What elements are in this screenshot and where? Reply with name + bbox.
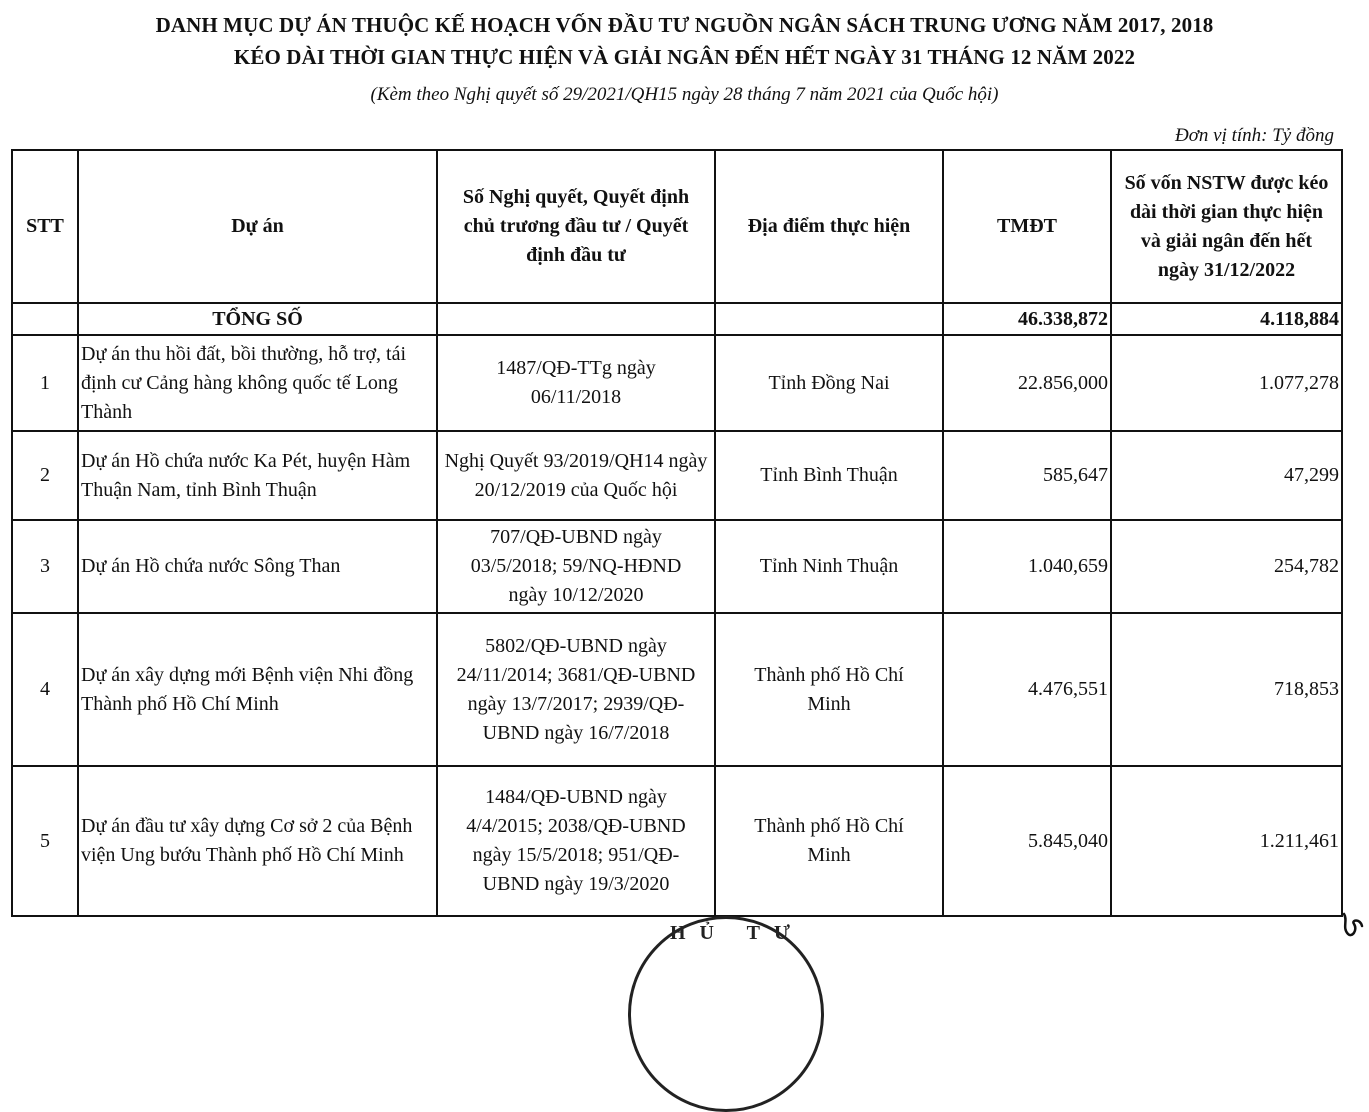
seal-text: HỦ TƯ — [670, 922, 804, 944]
row-tmdt: 1.040,659 — [943, 520, 1111, 613]
row-decision: 707/QĐ-UBND ngày 03/5/2018; 59/NQ-HĐND ngày 10/12/2020 — [437, 520, 715, 613]
total-row — [12, 303, 1342, 335]
row-location: Tỉnh Đồng Nai — [715, 335, 943, 431]
col-header-location: Địa điểm thực hiện — [715, 150, 943, 303]
table-row — [12, 520, 1342, 613]
table-row — [12, 613, 1342, 766]
row-stt: 4 — [12, 613, 78, 766]
document-title-line-2: KÉO DÀI THỜI GIAN THỰC HIỆN VÀ GIẢI NGÂN ĐẾN HẾT NGÀY 31 THÁNG 12 NĂM 2022 — [233, 45, 1136, 69]
col-header-project: Dự án — [78, 150, 437, 303]
row-capital: 1.077,278 — [1111, 335, 1342, 431]
project-table — [11, 149, 1343, 917]
row-project: Dự án Hồ chứa nước Ka Pét, huyện Hàm Thuận Nam, tỉnh Bình Thuận — [78, 431, 437, 520]
row-tmdt: 22.856,000 — [943, 335, 1111, 431]
document-title-line-1: DANH MỤC DỰ ÁN THUỘC KẾ HOẠCH VỐN ĐẦU TƯ NGUỒN NGÂN SÁCH TRUNG ƯƠNG NĂM 2017, 2018 — [155, 13, 1214, 37]
row-location: Tỉnh Bình Thuận — [715, 431, 943, 520]
row-capital: 718,853 — [1111, 613, 1342, 766]
row-project: Dự án thu hồi đất, bồi thường, hỗ trợ, tái định cư Cảng hàng không quốc tế Long Thành — [78, 335, 437, 431]
total-stt-cell — [12, 303, 78, 335]
row-decision: 5802/QĐ-UBND ngày 24/11/2014; 3681/QĐ-UBND ngày 13/7/2017; 2939/QĐ-UBND ngày 16/7/2018 — [437, 613, 715, 766]
row-capital: 1.211,461 — [1111, 766, 1342, 916]
row-decision: Nghị Quyết 93/2019/QH14 ngày 20/12/2019 của Quốc hội — [437, 431, 715, 520]
row-location: Tỉnh Ninh Thuận — [715, 520, 943, 613]
row-stt: 3 — [12, 520, 78, 613]
unit-note: Đơn vị tính: Tỷ đồng — [1175, 125, 1334, 146]
official-seal — [628, 916, 828, 976]
row-tmdt: 585,647 — [943, 431, 1111, 520]
row-stt: 5 — [12, 766, 78, 916]
col-header-stt: STT — [12, 150, 78, 303]
row-tmdt: 4.476,551 — [943, 613, 1111, 766]
document-subtitle: (Kèm theo Nghị quyết số 29/2021/QH15 ngày 28 tháng 7 năm 2021 của Quốc hội) — [370, 84, 999, 105]
signature-mark-icon — [1338, 910, 1366, 940]
seal-ring — [628, 916, 824, 1112]
row-location: Thành phố Hồ Chí Minh — [715, 766, 943, 916]
col-header-capital: Số vốn NSTW được kéo dài thời gian thực hiện và giải ngân đến hết ngày 31/12/2022 — [1111, 150, 1342, 303]
header-row — [12, 150, 1342, 303]
table-row — [12, 335, 1342, 431]
row-project: Dự án Hồ chứa nước Sông Than — [78, 520, 437, 613]
row-location: Thành phố Hồ Chí Minh — [715, 613, 943, 766]
row-stt: 2 — [12, 431, 78, 520]
row-capital: 47,299 — [1111, 431, 1342, 520]
row-decision: 1484/QĐ-UBND ngày 4/4/2015; 2038/QĐ-UBND ngày 15/5/2018; 951/QĐ-UBND ngày 19/3/2020 — [437, 766, 715, 916]
row-decision: 1487/QĐ-TTg ngày 06/11/2018 — [437, 335, 715, 431]
col-header-decision: Số Nghị quyết, Quyết định chủ trương đầu tư / Quyết định đầu tư — [437, 150, 715, 303]
col-header-tmdt: TMĐT — [943, 150, 1111, 303]
total-tmdt: 46.338,872 — [943, 303, 1111, 335]
total-decision-cell — [437, 303, 715, 335]
table-row — [12, 766, 1342, 916]
row-stt: 1 — [12, 335, 78, 431]
row-project: Dự án đầu tư xây dựng Cơ sở 2 của Bệnh viện Ung bướu Thành phố Hồ Chí Minh — [78, 766, 437, 916]
total-capital: 4.118,884 — [1111, 303, 1342, 335]
row-tmdt: 5.845,040 — [943, 766, 1111, 916]
table-row — [12, 431, 1342, 520]
total-label: TỔNG SỐ — [78, 303, 437, 335]
total-location-cell — [715, 303, 943, 335]
row-capital: 254,782 — [1111, 520, 1342, 613]
row-project: Dự án xây dựng mới Bệnh viện Nhi đồng Thành phố Hồ Chí Minh — [78, 613, 437, 766]
